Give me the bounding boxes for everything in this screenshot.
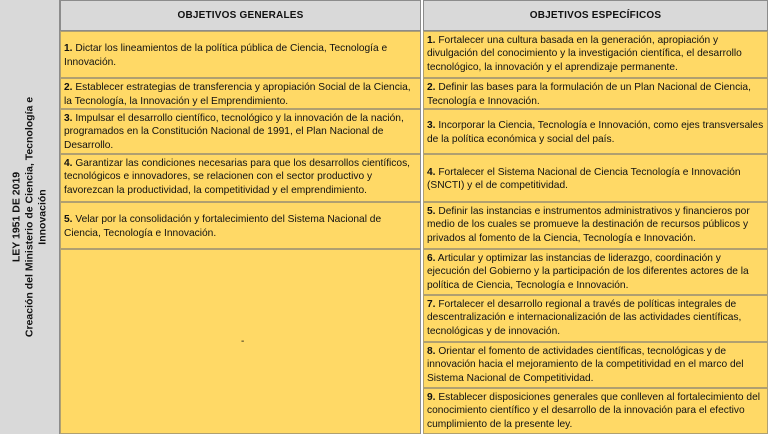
general-objective-3-number: 3.: [64, 113, 73, 124]
specific-objective-3-number: 3.: [427, 120, 436, 132]
general-objective-2-text: Establecer estrategias de transferencia y apropiación Social de la Ciencia, la Tecnología, la Innovación y el Emprendimiento.: [64, 82, 411, 107]
general-objective-2: [60, 78, 421, 109]
general-objective-5: [60, 202, 421, 249]
general-objective-2-number: 2.: [64, 82, 73, 94]
specific-objective-2-text: Definir las bases para la formulación de un Plan Nacional de Ciencia, Tecnología e Innovación.: [427, 82, 751, 107]
specific-objective-5-text: Definir las instancias e instrumentos administrativos y financieros por medio de los cuales se promueve la destinación de recursos públicos y privados al fomento de la Ciencia, Tecnología e Innovación.: [427, 206, 750, 244]
general-objective-1-text: Dictar los lineamientos de la política pública de Ciencia, Tecnología e Innovación.: [64, 43, 388, 68]
specific-objective-3: [423, 109, 768, 154]
specific-objective-1-text: Fortalecer una cultura basada en la generación, apropiación y divulgación del conocimiento y la investigación científica, el desarrollo tecnológico, la innovación y el aprendizaje permanente.: [427, 35, 742, 73]
general-objective-4-number: 4.: [64, 158, 73, 169]
law-label-line1: LEY 1951 DE 2019: [10, 171, 23, 263]
specific-objectives-header: [423, 0, 768, 31]
law-label-line2: Creación del Ministerio de Ciencia, Tecnología e: [23, 96, 36, 338]
specific-objective-1: [423, 31, 768, 78]
specific-objective-4: [423, 154, 768, 202]
specific-objective-6-text: Articular y optimizar las instancias de liderazgo, coordinación y ejecución del Gobierno y la participación de los diferentes actores de la política de Ciencia, Tecnología e Innovación.: [427, 253, 749, 291]
specific-objective-5: [423, 202, 768, 249]
general-objective-5-number: 5.: [64, 214, 73, 226]
specific-objective-9-number: 9.: [427, 392, 436, 403]
specific-objective-1-number: 1.: [427, 35, 436, 46]
empty-placeholder: -: [241, 336, 245, 347]
general-objectives-header-label: OBJETIVOS GENERALES: [177, 10, 304, 21]
general-objectives-header: [60, 0, 421, 31]
specific-objective-5-number: 5.: [427, 206, 436, 217]
specific-objective-7: [423, 295, 768, 342]
law-label-line3: Innovación: [36, 189, 49, 245]
general-objective-1-number: 1.: [64, 43, 73, 55]
specific-objective-9-text: Establecer disposiciones generales que conlleven al fortalecimiento del conocimiento científico y el desarrollo de la innovación para el efectivo cumplimiento de la presente ley.: [427, 392, 760, 430]
specific-objective-2-number: 2.: [427, 82, 436, 94]
general-objective-empty: [60, 249, 421, 434]
specific-objective-8: [423, 342, 768, 388]
specific-objective-4-number: 4.: [427, 166, 436, 178]
specific-objective-8-text: Orientar el fomento de actividades científicas, tecnológicas y de innovación hacia el mejoramiento de la competitividad en el marco del Sistema Nacional de Competitividad.: [427, 346, 744, 384]
law-label-column: [0, 0, 60, 434]
specific-objective-2: [423, 78, 768, 109]
specific-objective-9: [423, 388, 768, 434]
specific-objective-6-number: 6.: [427, 253, 436, 264]
specific-objective-4-text: Fortalecer el Sistema Nacional de Ciencia Tecnología e Innovación (SNCTI) y el de competitividad.: [427, 166, 741, 191]
general-objective-1: [60, 31, 421, 78]
specific-objective-6: [423, 249, 768, 295]
general-objective-3: [60, 109, 421, 154]
general-objective-3-text: Impulsar el desarrollo científico, tecnológico y la innovación de la nación, programados en la Constitución Nacional de 1991, el Plan Nacional de Desarrollo.: [64, 113, 404, 151]
specific-objective-8-number: 8.: [427, 346, 436, 357]
specific-objectives-header-label: OBJETIVOS ESPECÍFICOS: [529, 10, 662, 21]
specific-objective-3-text: Incorporar la Ciencia, Tecnología e Innovación, como ejes transversales de la política económica y social del país.: [427, 120, 764, 145]
specific-objective-7-number: 7.: [427, 299, 436, 310]
law-label: [11, 7, 50, 427]
general-objective-5-text: Velar por la consolidación y fortalecimiento del Sistema Nacional de Ciencia, Tecnología e Innovación.: [64, 214, 382, 239]
general-objective-4-text: Garantizar las condiciones necesarias para que los desarrollos científicos, tecnológicos e innovadores, se relacionen con el sector productivo y favorezcan la productividad, la competitividad y el emprendimiento.: [64, 158, 410, 196]
general-objective-4: [60, 154, 421, 202]
specific-objective-7-text: Fortalecer el desarrollo regional a través de políticas integrales de descentralización e internacionalización de las actividades científicas, tecnológicas y de innovación.: [427, 299, 742, 337]
